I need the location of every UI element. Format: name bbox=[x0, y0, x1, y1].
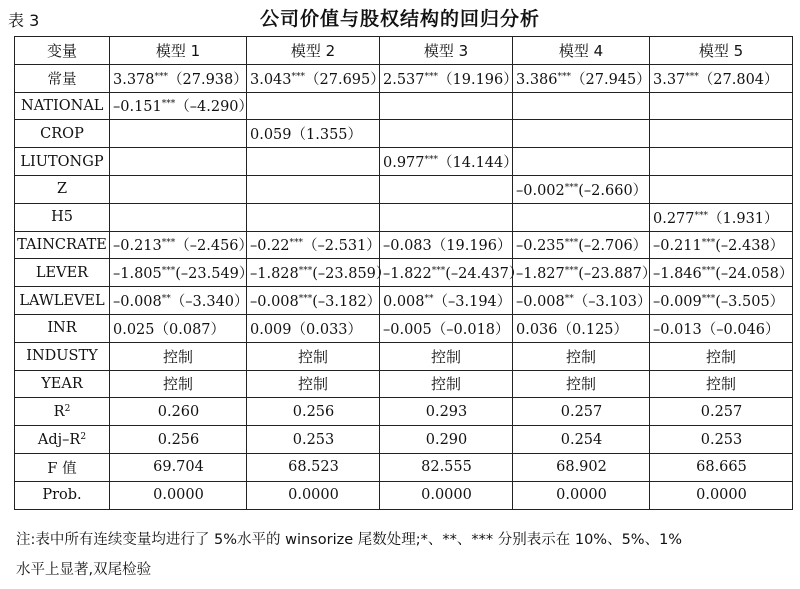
coef-cell bbox=[110, 64, 247, 92]
table-row bbox=[15, 481, 793, 509]
t-statistic: (–24.058） bbox=[715, 266, 794, 283]
stat-cell: 68.665 bbox=[650, 453, 793, 481]
coef-cell bbox=[380, 64, 518, 92]
coef-cell bbox=[247, 92, 380, 120]
coef-value: 2.537 bbox=[383, 71, 425, 88]
coef-cell bbox=[247, 120, 380, 148]
t-statistic: （0.087） bbox=[154, 321, 226, 338]
coef-value: 0.008 bbox=[383, 294, 425, 311]
stat-cell: 68.523 bbox=[247, 453, 380, 481]
table-footnote bbox=[16, 525, 788, 585]
t-statistic: (–23.887） bbox=[578, 266, 657, 283]
row-variable-name: Adj–R bbox=[37, 431, 81, 448]
control-cell: 控制 bbox=[650, 342, 793, 370]
coef-cell bbox=[380, 314, 513, 342]
t-statistic: （0.125） bbox=[557, 321, 629, 338]
row-variable-name: R bbox=[53, 403, 65, 420]
row-variable: INDUSTY bbox=[15, 342, 110, 370]
table-row bbox=[15, 203, 793, 231]
row-variable: LEVER bbox=[15, 259, 110, 287]
row-variable: INR bbox=[15, 314, 110, 342]
t-statistic: (–2.660） bbox=[578, 182, 648, 199]
table-header-row bbox=[15, 37, 793, 65]
coef-value: –1.822 bbox=[383, 266, 432, 283]
coef-cell bbox=[247, 148, 380, 176]
row-variable: 常量 bbox=[15, 64, 110, 92]
footnote-line-1: 注:表中所有连续变量均进行了 5%水平的 winsorize 尾数处理;*、**、*** 分别表示在 10%、5%、1% bbox=[16, 532, 683, 548]
t-statistic: (–2.706） bbox=[578, 238, 648, 255]
significance-stars: ** bbox=[161, 294, 171, 305]
row-variable: NATIONAL bbox=[15, 92, 110, 120]
t-statistic: (–23.859） bbox=[312, 266, 391, 283]
t-statistic: （–3.103） bbox=[573, 294, 652, 311]
table-row bbox=[15, 370, 793, 398]
stat-cell: 0.0000 bbox=[513, 481, 650, 509]
significance-stars: *** bbox=[154, 71, 169, 82]
row-variable: TAINCRATE bbox=[15, 231, 110, 259]
significance-stars: *** bbox=[564, 266, 579, 277]
significance-stars: *** bbox=[701, 238, 716, 249]
table-number-label: 表 3 bbox=[8, 11, 40, 30]
significance-stars: *** bbox=[685, 71, 699, 82]
stat-cell: 0.253 bbox=[247, 426, 380, 454]
coef-cell bbox=[247, 175, 380, 203]
coef-cell bbox=[513, 92, 650, 120]
t-statistic: （–3.194） bbox=[433, 294, 512, 311]
table-row bbox=[15, 398, 793, 426]
row-variable: YEAR bbox=[15, 370, 110, 398]
significance-stars: ** bbox=[564, 294, 574, 305]
row-variable-superscript: 2 bbox=[64, 403, 71, 414]
t-statistic: (–3.505） bbox=[715, 294, 785, 311]
coef-cell bbox=[380, 231, 513, 259]
coef-value: 3.043 bbox=[250, 71, 292, 88]
coef-value: –1.827 bbox=[516, 266, 565, 283]
row-variable-superscript: 2 bbox=[80, 431, 87, 442]
row-variable: CROP bbox=[15, 120, 110, 148]
t-statistic: （–4.290） bbox=[175, 99, 254, 116]
table-row bbox=[15, 64, 793, 92]
coef-cell bbox=[380, 120, 513, 148]
t-statistic: （–3.340） bbox=[170, 294, 249, 311]
row-variable: Z bbox=[15, 175, 110, 203]
significance-stars: *** bbox=[557, 71, 572, 82]
coef-value: 0.009 bbox=[250, 321, 292, 338]
significance-stars: *** bbox=[291, 71, 306, 82]
coef-value: –0.151 bbox=[113, 99, 162, 116]
coef-value: 3.37 bbox=[653, 71, 686, 88]
coef-cell bbox=[380, 287, 513, 315]
table-row bbox=[15, 287, 793, 315]
coef-cell bbox=[513, 287, 650, 315]
row-variable-name: Prob. bbox=[42, 487, 82, 504]
significance-stars: *** bbox=[161, 266, 176, 277]
t-statistic: （27.804） bbox=[698, 71, 779, 88]
table-row bbox=[15, 120, 793, 148]
coef-cell bbox=[513, 148, 650, 176]
t-statistic: (–3.182） bbox=[312, 294, 382, 311]
coef-cell bbox=[110, 259, 254, 287]
significance-stars: *** bbox=[564, 238, 579, 249]
significance-stars: *** bbox=[161, 238, 176, 249]
coef-value: 3.386 bbox=[516, 71, 558, 88]
coef-value: –0.008 bbox=[250, 294, 299, 311]
table-row bbox=[15, 314, 793, 342]
stat-cell: 0.253 bbox=[650, 426, 793, 454]
coef-cell bbox=[513, 314, 650, 342]
coef-value: 0.059 bbox=[250, 127, 292, 144]
row-variable: LIUTONGP bbox=[15, 148, 110, 176]
coef-cell bbox=[110, 120, 247, 148]
table-row bbox=[15, 426, 793, 454]
control-cell: 控制 bbox=[513, 342, 650, 370]
coef-cell bbox=[650, 175, 793, 203]
row-variable bbox=[15, 426, 110, 454]
control-cell: 控制 bbox=[110, 342, 247, 370]
significance-stars: *** bbox=[431, 266, 446, 277]
t-statistic: (–23.549） bbox=[175, 266, 254, 283]
t-statistic: （14.144） bbox=[438, 155, 518, 172]
t-statistic: （27.938） bbox=[168, 71, 248, 88]
coef-cell bbox=[650, 64, 793, 92]
table-row bbox=[15, 92, 793, 120]
coef-cell bbox=[650, 259, 793, 287]
stat-cell: 0.257 bbox=[513, 398, 650, 426]
stat-cell: 0.256 bbox=[247, 398, 380, 426]
t-statistic: （19.196） bbox=[438, 71, 518, 88]
regression-table bbox=[14, 36, 793, 510]
t-statistic: (–24.437） bbox=[445, 266, 524, 283]
row-variable bbox=[15, 398, 110, 426]
coef-cell bbox=[247, 287, 380, 315]
t-statistic: （27.945） bbox=[571, 71, 651, 88]
significance-stars: *** bbox=[424, 71, 439, 82]
table-row bbox=[15, 175, 793, 203]
stat-cell: 0.293 bbox=[380, 398, 513, 426]
coef-cell bbox=[513, 231, 650, 259]
coef-value: –0.008 bbox=[113, 294, 162, 311]
coef-cell bbox=[247, 231, 380, 259]
t-statistic: （–2.456） bbox=[175, 238, 254, 255]
coef-cell bbox=[650, 92, 793, 120]
stat-cell: 68.902 bbox=[513, 453, 650, 481]
table-row bbox=[15, 342, 793, 370]
t-statistic: （–0.018） bbox=[431, 321, 510, 338]
footnote-line-2: 水平上显著,双尾检验 bbox=[16, 562, 152, 578]
header-model-3: 模型 3 bbox=[380, 37, 513, 65]
coef-cell bbox=[110, 92, 254, 120]
table-row bbox=[15, 148, 793, 176]
coef-cell bbox=[110, 203, 247, 231]
coef-value: –0.213 bbox=[113, 238, 162, 255]
significance-stars: ** bbox=[424, 294, 434, 305]
row-variable bbox=[15, 481, 110, 509]
header-model-1: 模型 1 bbox=[110, 37, 247, 65]
coef-cell bbox=[110, 175, 247, 203]
coef-value: 0.277 bbox=[653, 210, 695, 227]
coef-value: –0.013 bbox=[653, 321, 702, 338]
t-statistic: (–2.438） bbox=[715, 238, 785, 255]
coef-value: –1.846 bbox=[653, 266, 702, 283]
t-statistic: （0.033） bbox=[291, 321, 363, 338]
table-body bbox=[15, 64, 793, 509]
coef-cell bbox=[110, 231, 254, 259]
coef-cell bbox=[650, 314, 793, 342]
coef-cell bbox=[380, 92, 513, 120]
coef-value: –0.005 bbox=[383, 321, 432, 338]
coef-cell bbox=[513, 175, 650, 203]
coef-value: 0.977 bbox=[383, 155, 425, 172]
control-cell: 控制 bbox=[650, 370, 793, 398]
coef-value: 0.036 bbox=[516, 321, 558, 338]
control-cell: 控制 bbox=[380, 370, 513, 398]
stat-cell: 0.256 bbox=[110, 426, 247, 454]
coef-cell bbox=[650, 148, 793, 176]
header-model-4: 模型 4 bbox=[513, 37, 650, 65]
stat-cell: 82.555 bbox=[380, 453, 513, 481]
t-statistic: （27.695） bbox=[305, 71, 385, 88]
stat-cell: 0.0000 bbox=[650, 481, 793, 509]
stat-cell: 0.257 bbox=[650, 398, 793, 426]
significance-stars: *** bbox=[298, 294, 313, 305]
header-model-5: 模型 5 bbox=[650, 37, 793, 65]
coef-cell bbox=[380, 203, 513, 231]
significance-stars: *** bbox=[161, 99, 176, 110]
row-variable bbox=[15, 453, 110, 481]
significance-stars: *** bbox=[424, 155, 439, 166]
t-statistic: （–2.531） bbox=[303, 238, 381, 255]
coef-value: –0.002 bbox=[516, 182, 565, 199]
coef-cell bbox=[513, 259, 657, 287]
coef-cell bbox=[110, 148, 247, 176]
coef-value: –0.083 bbox=[383, 238, 432, 255]
coef-cell bbox=[513, 64, 650, 92]
stat-cell: 69.704 bbox=[110, 453, 247, 481]
table-row bbox=[15, 231, 793, 259]
coef-cell bbox=[513, 120, 650, 148]
header-model-2: 模型 2 bbox=[247, 37, 380, 65]
coef-cell bbox=[650, 287, 793, 315]
stat-cell: 0.260 bbox=[110, 398, 247, 426]
significance-stars: *** bbox=[298, 266, 313, 277]
row-variable: H5 bbox=[15, 203, 110, 231]
table-row bbox=[15, 453, 793, 481]
significance-stars: *** bbox=[701, 294, 716, 305]
stat-cell: 0.254 bbox=[513, 426, 650, 454]
coef-cell bbox=[247, 259, 391, 287]
coef-value: 0.025 bbox=[113, 321, 155, 338]
row-variable-name: F 值 bbox=[47, 460, 77, 477]
coef-cell bbox=[513, 203, 650, 231]
coef-value: –1.805 bbox=[113, 266, 162, 283]
t-statistic: （1.931） bbox=[708, 210, 779, 227]
significance-stars: *** bbox=[701, 266, 716, 277]
t-statistic: （19.196） bbox=[431, 238, 512, 255]
t-statistic: （1.355） bbox=[291, 127, 363, 144]
coef-value: –0.235 bbox=[516, 238, 565, 255]
coef-cell bbox=[110, 287, 247, 315]
coef-cell bbox=[247, 203, 380, 231]
coef-value: –0.008 bbox=[516, 294, 565, 311]
coef-cell bbox=[247, 314, 380, 342]
coef-cell bbox=[650, 231, 793, 259]
stat-cell: 0.290 bbox=[380, 426, 513, 454]
coef-cell bbox=[380, 175, 513, 203]
table-title: 公司价值与股权结构的回归分析 bbox=[259, 8, 540, 30]
control-cell: 控制 bbox=[247, 370, 380, 398]
stat-cell: 0.0000 bbox=[110, 481, 247, 509]
coef-value: –1.828 bbox=[250, 266, 299, 283]
coef-value: –0.22 bbox=[250, 238, 290, 255]
control-cell: 控制 bbox=[513, 370, 650, 398]
coef-value: –0.211 bbox=[653, 238, 702, 255]
t-statistic: （–0.046） bbox=[701, 321, 780, 338]
header-variable: 变量 bbox=[15, 37, 110, 65]
coef-value: –0.009 bbox=[653, 294, 702, 311]
significance-stars: *** bbox=[564, 182, 579, 193]
coef-cell bbox=[247, 64, 385, 92]
significance-stars: *** bbox=[289, 238, 304, 249]
coef-cell bbox=[380, 148, 518, 176]
coef-cell bbox=[110, 314, 247, 342]
control-cell: 控制 bbox=[110, 370, 247, 398]
control-cell: 控制 bbox=[247, 342, 380, 370]
coef-cell bbox=[380, 259, 524, 287]
significance-stars: *** bbox=[694, 210, 709, 221]
coef-cell bbox=[650, 120, 793, 148]
stat-cell: 0.0000 bbox=[247, 481, 380, 509]
stat-cell: 0.0000 bbox=[380, 481, 513, 509]
coef-cell bbox=[650, 203, 793, 231]
coef-value: 3.378 bbox=[113, 71, 155, 88]
table-row bbox=[15, 259, 793, 287]
control-cell: 控制 bbox=[380, 342, 513, 370]
row-variable: LAWLEVEL bbox=[15, 287, 110, 315]
